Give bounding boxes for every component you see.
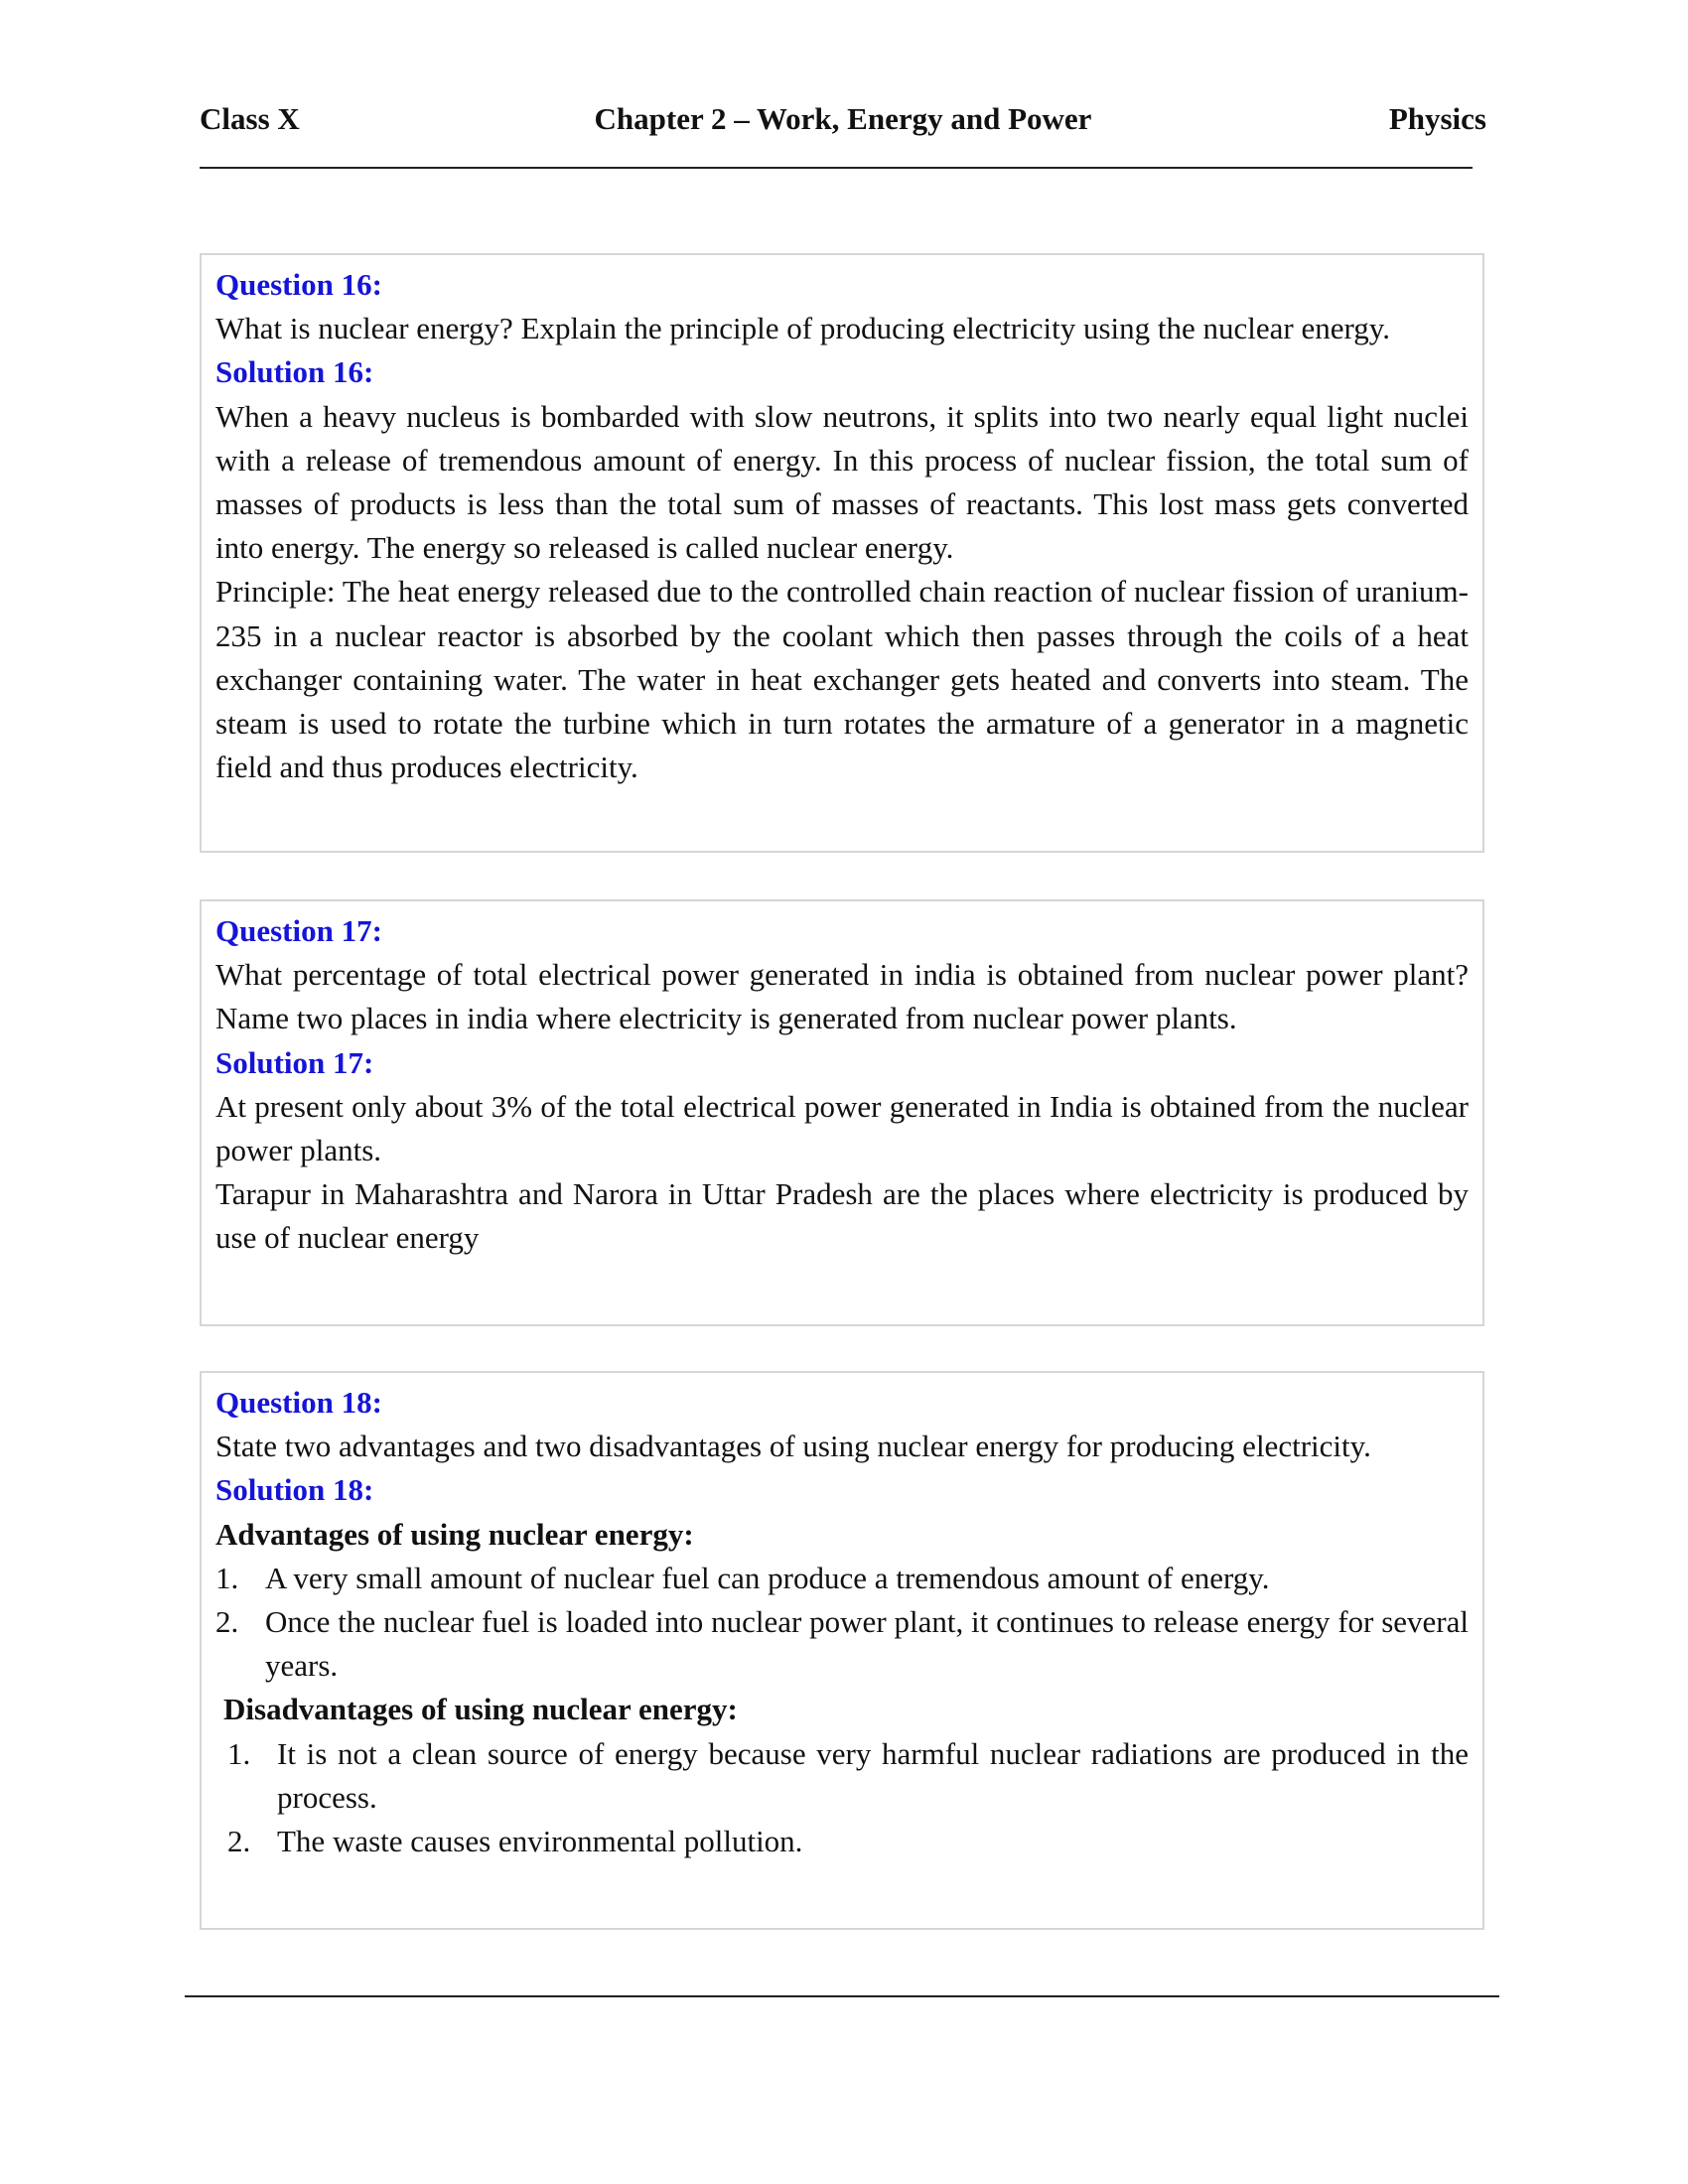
page-header: [200, 97, 1486, 141]
list-item-text: It is not a clean source of energy because very harmful nuclear radiations are produced in the process.: [277, 1735, 1469, 1815]
solution-paragraph: Tarapur in Maharashtra and Narora in Uttar Pradesh are the places where electricity is produced by use of nuclear energy: [215, 1176, 1469, 1256]
list-number: 2.: [215, 1604, 239, 1640]
question-box-17: [200, 899, 1484, 1326]
list-item-text: A very small amount of nuclear fuel can produce a tremendous amount of energy.: [265, 1560, 1270, 1595]
list-item-text: Once the nuclear fuel is loaded into nuclear power plant, it continues to release energy for several years.: [265, 1604, 1469, 1684]
list-item: [215, 1820, 1469, 1863]
question-label-16: Question 16:: [215, 267, 382, 302]
header-subject: Physics: [1388, 101, 1486, 136]
question-box-16: [200, 253, 1484, 853]
list-number: 2.: [227, 1824, 251, 1859]
question-label-18: Question 18:: [215, 1385, 382, 1420]
question-text-16: What is nuclear energy? Explain the principle of producing electricity using the nuclear energy.: [215, 311, 1391, 346]
footer-divider: [185, 1995, 1499, 1997]
solution-label-17: Solution 17:: [215, 1044, 374, 1080]
solution-label-16: Solution 16:: [215, 354, 374, 390]
solution-label-18: Solution 18:: [215, 1472, 374, 1508]
disadvantages-heading: Disadvantages of using nuclear energy:: [223, 1692, 738, 1727]
question-text-18: State two advantages and two disadvantages of using nuclear energy for producing electricity.: [215, 1429, 1371, 1464]
solution-paragraph: When a heavy nucleus is bombarded with slow neutrons, it splits into two nearly equal light nuclei with a release of tremendous amount of energy. In this process of nuclear fission, the total sum of masses of products is less than the total sum of masses of reactants. This lost mass gets converted into energy. The energy so released is called nuclear energy.: [215, 398, 1469, 566]
advantages-heading: Advantages of using nuclear energy:: [215, 1516, 694, 1552]
list-item: [215, 1732, 1469, 1820]
list-item: [215, 1557, 1469, 1600]
solution-paragraph: At present only about 3% of the total electrical power generated in India is obtained from the nuclear power plants.: [215, 1088, 1469, 1168]
question-label-17: Question 17:: [215, 913, 382, 948]
question-text-17: What percentage of total electrical power generated in india is obtained from nuclear power plant? Name two places in india where electricity is generated from nuclear power plants.: [215, 957, 1469, 1036]
list-item: [215, 1600, 1469, 1688]
list-number: 1.: [227, 1735, 251, 1771]
header-class: Class X: [200, 101, 300, 136]
header-chapter-title: Chapter 2 – Work, Energy and Power: [594, 101, 1092, 136]
list-number: 1.: [215, 1560, 239, 1595]
solution-paragraph: Principle: The heat energy released due to the controlled chain reaction of nuclear fission of uranium-235 in a nuclear reactor is absorbed by the coolant which then passes through the coils of a heat exchanger containing water. The water in heat exchanger gets heated and converts into steam. The steam is used to rotate the turbine which in turn rotates the armature of a generator in a magnetic field and thus produces electricity.: [215, 574, 1469, 785]
question-box-18: [200, 1371, 1484, 1930]
list-item-text: The waste causes environmental pollution.: [277, 1824, 803, 1859]
header-divider: [200, 167, 1473, 169]
